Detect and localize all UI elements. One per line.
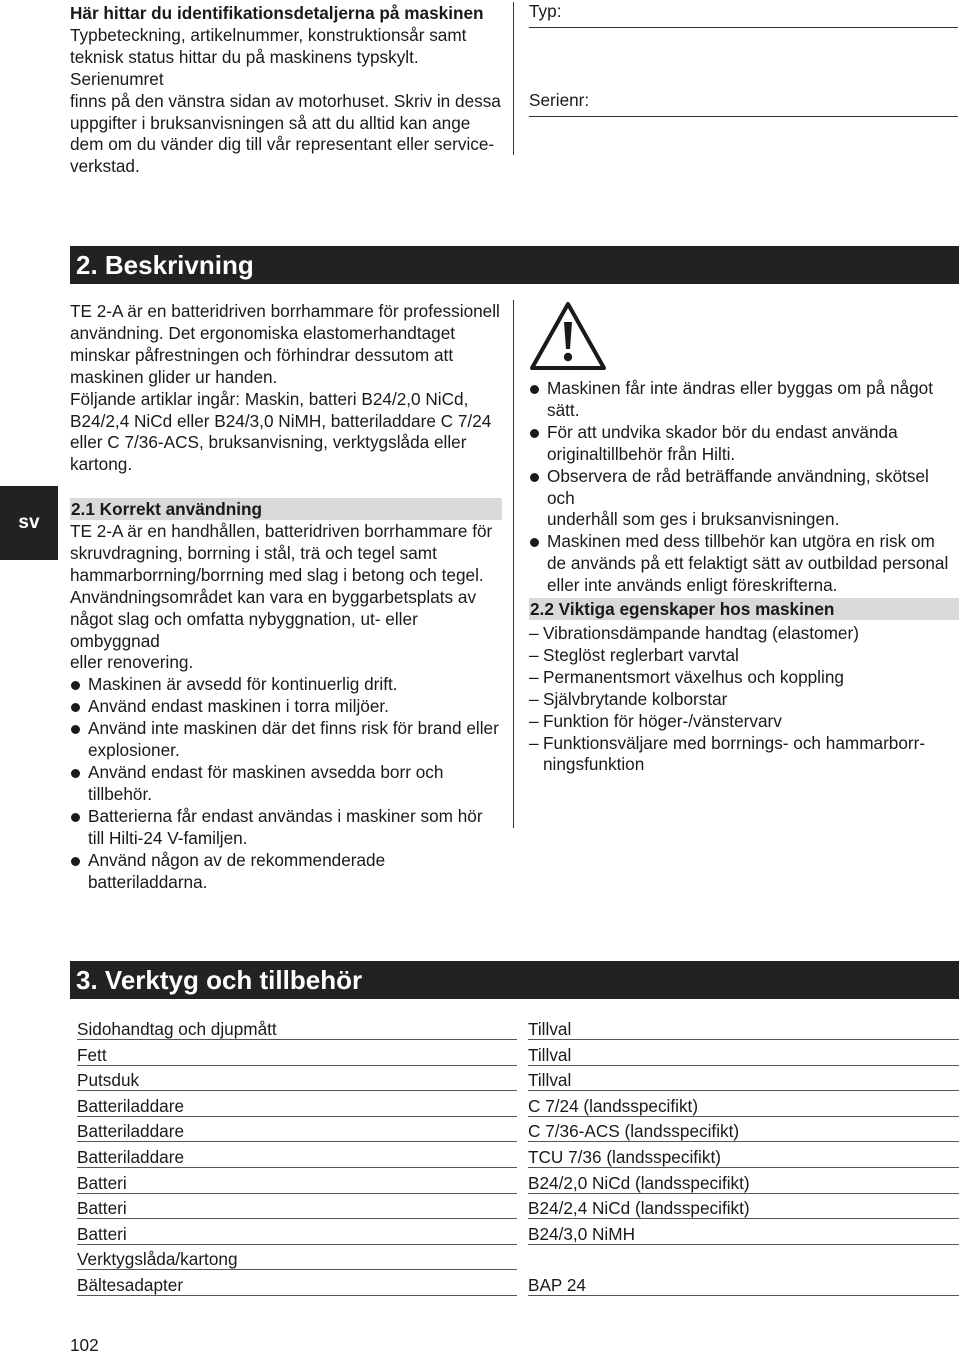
serial-label: Serienr: — [529, 90, 590, 110]
tool-name: Sidohandtag och djupmått — [77, 1019, 517, 1040]
table-row — [77, 1275, 959, 1301]
list-item-line: till Hilti-24 V-familjen. — [88, 827, 248, 848]
list-item-line: – Permanentsmort växelhus och koppling — [543, 666, 844, 687]
tool-name: Batteri — [77, 1173, 517, 1194]
list-item-line: Maskinen är avsedd för kontinuerlig drift. — [88, 674, 398, 695]
text-line: uppgifter i bruksanvisningen så att du alltid kan ange — [70, 112, 471, 133]
tool-name: Batteriladdare — [77, 1121, 517, 1142]
list-item-line: – Funktion för höger-/vänstervarv — [543, 710, 782, 731]
identification-heading: Här hittar du identifikationsdetaljerna på maskinen — [70, 3, 484, 23]
bullet-item — [70, 806, 502, 850]
list-item-line: Observera de råd beträffande användning, skötsel och — [547, 465, 929, 508]
section-2-intro — [70, 301, 502, 476]
list-item-line: de används på ett felaktigt sätt av outbildad personal — [547, 553, 949, 574]
tool-spec: B24/2,0 NiCd (landsspecifikt) — [528, 1173, 959, 1194]
text-line: Typbeteckning, artikelnummer, konstruktionsår samt — [70, 24, 467, 45]
bullet-item — [70, 762, 502, 806]
feature-item — [529, 711, 959, 733]
identification-text — [70, 3, 502, 178]
tool-spec: BAP 24 — [528, 1275, 959, 1296]
feature-item — [529, 689, 959, 711]
page-number: 102 — [70, 1335, 99, 1355]
list-item-line: – Steglöst reglerbart varvtal — [543, 644, 739, 665]
warning-item — [529, 378, 959, 422]
table-row — [77, 1249, 959, 1275]
text-line: TE 2-A är en handhållen, batteridriven borrhammare för — [70, 521, 493, 541]
list-item-line: Maskinen får inte ändras eller byggas om på något — [547, 378, 933, 398]
text-line: något slag och omfatta nybyggnation, ut- eller ombyggnad — [70, 608, 418, 651]
tool-spec: C 7/36-ACS (landsspecifikt) — [528, 1121, 959, 1142]
list-item-line: Använd endast maskinen i torra miljöer. — [88, 696, 389, 717]
list-item-line: eller inte används enligt föreskrifterna. — [547, 575, 838, 596]
identification-body — [70, 25, 502, 178]
tool-name: Putsduk — [77, 1070, 517, 1091]
tool-spec: Tillval — [528, 1070, 959, 1091]
table-row — [77, 1173, 959, 1199]
warning-item — [529, 466, 959, 532]
text-line: eller renovering. — [70, 652, 194, 673]
table-row — [77, 1045, 959, 1071]
list-item-line: Maskinen med dess tillbehör kan utgöra en risk om — [547, 531, 935, 552]
list-item-line: – Vibrationsdämpande handtag (elastomer) — [543, 623, 859, 643]
list-item-line: Använd inte maskinen där det finns risk för brand eller — [88, 718, 499, 739]
tool-name: Batteri — [77, 1198, 517, 1219]
text-line: eller C 7/36-ACS, bruksanvisning, verktygslåda eller — [70, 432, 467, 453]
text-line: Användningsområdet kan vara en byggarbetsplats av — [70, 586, 477, 607]
tool-name: Batteriladdare — [77, 1147, 517, 1168]
text-line: maskinen glider ur handen. — [70, 366, 278, 387]
text-line: kartong. — [70, 454, 133, 475]
tool-name: Batteriladdare — [77, 1096, 517, 1117]
warning-list — [529, 378, 959, 597]
column-divider — [513, 2, 514, 155]
text-line: Följande artiklar ingår: Maskin, batteri B24/2,0 NiCd, — [70, 388, 469, 409]
table-row — [77, 1147, 959, 1173]
feature-item — [529, 733, 959, 777]
tool-name: Bältesadapter — [77, 1275, 517, 1296]
text-line: hammarborrning/borrning med slag i betong och tegel. — [70, 564, 484, 585]
tool-spec: Tillval — [528, 1045, 959, 1066]
text-line: verkstad. — [70, 156, 140, 177]
text-line: användning. Det ergonomiska elastomerhandtaget — [70, 322, 456, 343]
text-line: TE 2-A är en batteridriven borrhammare för professionell — [70, 301, 500, 321]
tool-name: Batteri — [77, 1224, 517, 1245]
list-item-line: – Självbrytande kolborstar — [543, 688, 728, 709]
list-item-line: originaltillbehör från Hilti. — [547, 443, 736, 464]
text-line: skruvdragning, borrning i stål, trä och tegel samt — [70, 542, 437, 563]
column-divider — [513, 300, 514, 828]
text-line: finns på den vänstra sidan av motorhuset. Skriv in dessa — [70, 90, 501, 111]
tool-spec: B24/3,0 NiMH — [528, 1224, 959, 1245]
list-item-line: Använd någon av de rekommenderade batteriladdarna. — [88, 849, 386, 892]
text-line: B24/2,4 NiCd eller B24/3,0 NiMH, batteriladdare C 7/24 — [70, 410, 492, 431]
warning-item — [529, 422, 959, 466]
list-item-line: ningsfunktion — [543, 754, 645, 775]
feature-item — [529, 623, 959, 645]
type-field — [529, 0, 958, 28]
list-item-line: underhåll som ges i bruksanvisningen. — [547, 509, 840, 530]
feature-item — [529, 667, 959, 689]
type-label: Typ: — [529, 1, 562, 21]
bullet-item — [70, 718, 502, 762]
bullet-item — [70, 696, 502, 718]
table-row — [77, 1121, 959, 1147]
subsection-2-1-body — [70, 521, 502, 893]
feature-list — [529, 623, 959, 776]
list-item-line: sätt. — [547, 399, 580, 420]
list-item-line: explosioner. — [88, 740, 180, 761]
section-3-heading: 3. Verktyg och tillbehör — [70, 961, 959, 999]
bullet-item — [70, 674, 502, 696]
text-line: dem om du vänder dig till vår representant eller service- — [70, 134, 495, 155]
bullet-item — [70, 850, 502, 894]
subsection-2-1-heading: 2.1 Korrekt användning — [70, 498, 502, 520]
table-row — [77, 1096, 959, 1122]
text-line: teknisk status hittar du på maskinens typskylt. Serienumret — [70, 46, 419, 89]
feature-item — [529, 645, 959, 667]
list-item-line: Använd endast för maskinen avsedda borr och tillbehör. — [88, 761, 444, 804]
table-row — [77, 1198, 959, 1224]
section-2-heading: 2. Beskrivning — [70, 246, 959, 284]
warning-item — [529, 531, 959, 597]
serial-field — [529, 89, 958, 117]
tool-spec: TCU 7/36 (landsspecifikt) — [528, 1147, 959, 1168]
list-item-line: Batterierna får endast användas i maskiner som hör — [88, 805, 483, 826]
table-row — [77, 1019, 959, 1045]
tool-spec: B24/2,4 NiCd (landsspecifikt) — [528, 1198, 959, 1219]
warning-icon — [529, 300, 607, 372]
tool-spec: Tillval — [528, 1019, 959, 1040]
tool-name: Verktygslåda/kartong — [77, 1249, 517, 1270]
list-item-line: – Funktionsväljare med borrnings- och hammarborr- — [543, 732, 926, 753]
language-tab: sv — [0, 486, 58, 560]
table-row — [77, 1224, 959, 1250]
text-line: minskar påfrestningen och förhindrar dessutom att — [70, 344, 454, 365]
table-row — [77, 1070, 959, 1096]
list-item-line: För att undvika skador bör du endast använda — [547, 421, 898, 442]
tool-name: Fett — [77, 1045, 517, 1066]
subsection-2-2-heading: 2.2 Viktiga egenskaper hos maskinen — [529, 598, 959, 620]
tool-spec: C 7/24 (landsspecifikt) — [528, 1096, 959, 1117]
tools-table — [77, 1019, 959, 1301]
